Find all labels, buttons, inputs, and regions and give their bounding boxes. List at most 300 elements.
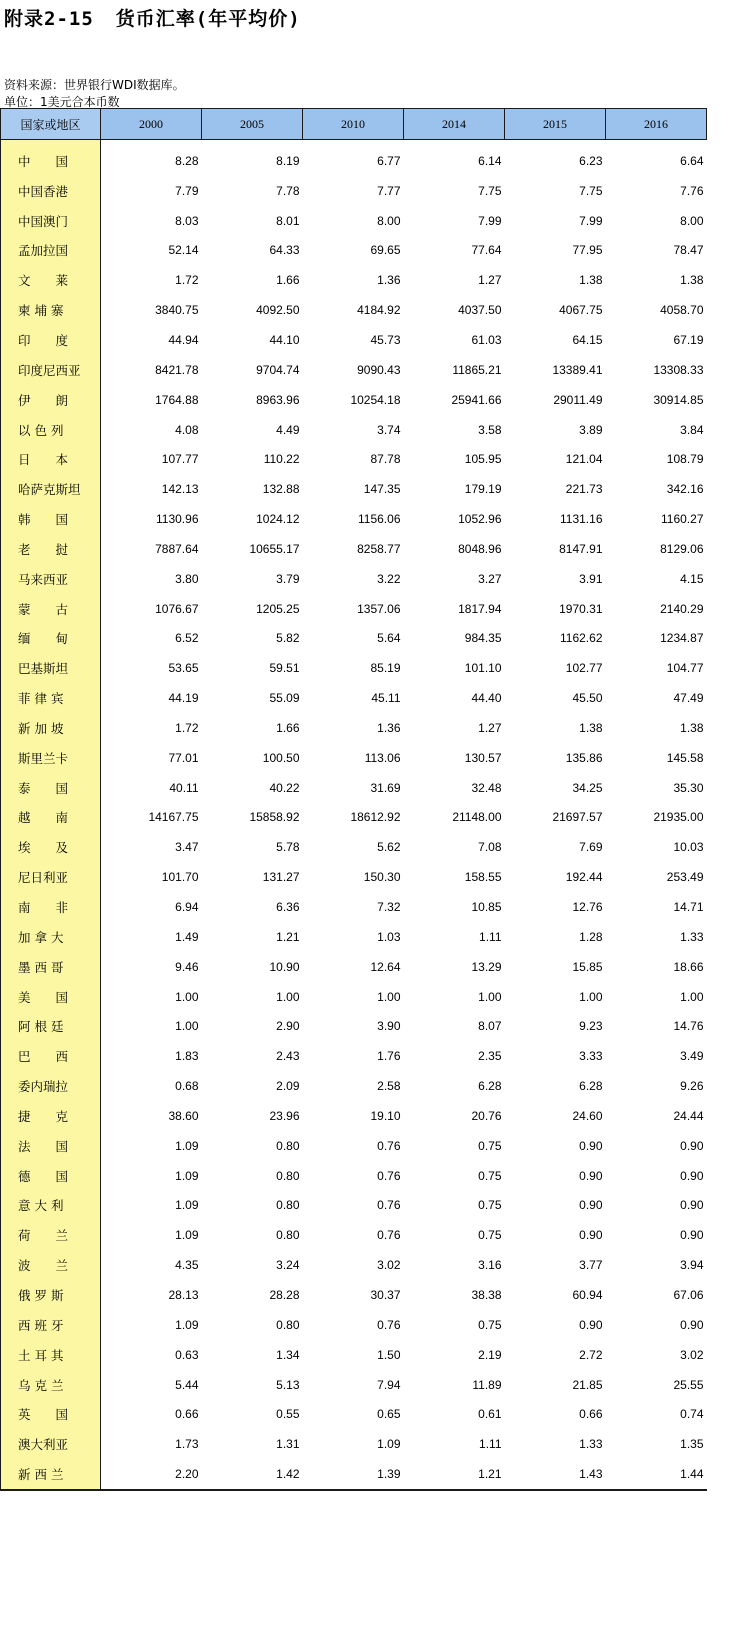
rate-cell: 3.24: [276, 1258, 300, 1273]
rate-cell: 0.80: [276, 1138, 300, 1153]
rate-cell: 8.19: [276, 153, 300, 168]
rate-cell: 0.75: [478, 1198, 502, 1213]
rate-cell: 45.11: [371, 691, 401, 706]
rate-cell: 24.44: [673, 1108, 704, 1123]
rate-cell: 107.77: [161, 452, 199, 467]
rate-cell: 8.07: [478, 1019, 502, 1034]
table-row: [1, 773, 707, 803]
table-row: [1, 564, 707, 594]
rate-cell: 108.79: [666, 452, 704, 467]
rate-cell: 192.44: [565, 870, 603, 885]
rate-cell: 147.35: [363, 482, 401, 497]
rate-cell: 0.90: [680, 1317, 704, 1332]
rate-cell: 20.76: [471, 1108, 502, 1123]
rate-cell: 0.75: [478, 1317, 502, 1332]
rate-cell: 1156.06: [358, 512, 401, 527]
rate-cell: 0.76: [377, 1138, 401, 1153]
rate-cell: 8.00: [377, 213, 401, 228]
table-row: [1, 892, 707, 922]
rate-cell: 28.28: [269, 1287, 300, 1302]
rate-cell: 0.80: [276, 1198, 300, 1213]
country-cell: 文 莱: [1, 265, 101, 295]
table-row: [1, 534, 707, 564]
header-country: 国家或地区: [1, 109, 101, 140]
rate-cell: 0.80: [276, 1168, 300, 1183]
rate-cell: 1.50: [377, 1347, 401, 1362]
rate-cell: 3.58: [478, 422, 502, 437]
rate-cell: 1.72: [175, 273, 199, 288]
rate-cell: 1.09: [377, 1437, 401, 1452]
header-year: 2015: [505, 109, 606, 140]
rate-cell: 1.11: [479, 929, 502, 944]
rate-cell: 131.27: [262, 870, 300, 885]
rate-cell: 2.72: [579, 1347, 603, 1362]
page-title: [4, 4, 301, 31]
rate-cell: 0.55: [276, 1407, 300, 1422]
rate-cell: 8129.06: [660, 541, 704, 556]
rate-cell: 12.64: [370, 959, 401, 974]
rate-cell: 3.02: [377, 1258, 401, 1273]
rate-cell: 4037.50: [458, 303, 502, 318]
rate-cell: 64.33: [269, 243, 300, 258]
rate-cell: 87.78: [370, 452, 401, 467]
rate-cell: 3.91: [579, 571, 603, 586]
rate-cell: 13.29: [471, 959, 502, 974]
rate-cell: 21.85: [572, 1377, 603, 1392]
country-cell: 中国香港: [1, 176, 101, 206]
rate-cell: 104.77: [666, 661, 704, 676]
rate-cell: 8.03: [175, 213, 199, 228]
rate-cell: 0.65: [377, 1407, 401, 1422]
rate-cell: 3.90: [377, 1019, 401, 1034]
rate-cell: 1.73: [175, 1437, 199, 1452]
rate-cell: 1817.94: [458, 601, 502, 616]
rate-cell: 130.57: [464, 750, 502, 765]
rate-cell: 60.94: [572, 1287, 603, 1302]
rate-cell: 15.85: [572, 959, 603, 974]
rate-cell: 13308.33: [653, 362, 704, 377]
rate-cell: 10254.18: [350, 392, 401, 407]
table-row: [1, 1370, 707, 1400]
rate-cell: 64.15: [572, 332, 603, 347]
table-row: [1, 1429, 707, 1459]
rate-cell: 6.52: [175, 631, 199, 646]
country-cell: 德 国: [1, 1161, 101, 1191]
rate-cell: 7.99: [478, 213, 502, 228]
rate-cell: 13389.41: [552, 362, 603, 377]
table-row: [1, 1220, 707, 1250]
rate-cell: 3.74: [377, 422, 401, 437]
rate-cell: 29011.49: [553, 392, 603, 407]
table-row: [1, 803, 707, 833]
rate-cell: 10.85: [471, 900, 502, 915]
rate-cell: 0.76: [377, 1317, 401, 1332]
country-cell: 土 耳 其: [1, 1340, 101, 1370]
table-row: [1, 325, 707, 355]
country-cell: 中 国: [1, 140, 101, 176]
rate-cell: 1.66: [276, 720, 300, 735]
rate-cell: 1.76: [377, 1049, 401, 1064]
rate-cell: 1.49: [175, 929, 199, 944]
rate-cell: 44.94: [168, 332, 199, 347]
rate-cell: 15858.92: [249, 810, 300, 825]
rate-cell: 1.09: [175, 1317, 199, 1332]
rate-cell: 150.30: [363, 870, 401, 885]
rate-cell: 342.16: [666, 482, 704, 497]
rate-cell: 6.23: [579, 153, 603, 168]
country-cell: 哈萨克斯坦: [1, 474, 101, 504]
rate-cell: 7.08: [478, 840, 502, 855]
country-cell: 俄 罗 斯: [1, 1280, 101, 1310]
rate-cell: 5.13: [276, 1377, 300, 1392]
header-year: 2005: [202, 109, 303, 140]
rate-cell: 1.28: [579, 929, 603, 944]
table-row: [1, 385, 707, 415]
rate-cell: 1.09: [175, 1198, 199, 1213]
country-cell: 孟加拉国: [1, 236, 101, 266]
rate-cell: 1.44: [606, 1459, 707, 1490]
rate-cell: 1.39: [303, 1459, 404, 1490]
rate-cell: 18612.92: [350, 810, 401, 825]
table-row: [1, 474, 707, 504]
rate-cell: 7.94: [377, 1377, 401, 1392]
rate-cell: 10.90: [269, 959, 300, 974]
country-cell: 日 本: [1, 444, 101, 474]
rate-cell: 2.19: [478, 1347, 502, 1362]
rate-cell: 0.76: [377, 1198, 401, 1213]
rate-cell: 0.90: [579, 1317, 603, 1332]
rate-cell: 7.75: [579, 183, 603, 198]
table-row: [1, 1250, 707, 1280]
country-cell: 乌 克 兰: [1, 1370, 101, 1400]
rate-cell: 8963.96: [256, 392, 300, 407]
rate-cell: 2.58: [377, 1079, 401, 1094]
rate-cell: 0.74: [680, 1407, 704, 1422]
rate-cell: 3.84: [680, 422, 704, 437]
table-row: [1, 594, 707, 624]
rate-cell: 1.03: [377, 929, 401, 944]
rate-cell: 3.79: [276, 571, 300, 586]
table-row: [1, 1399, 707, 1429]
rate-cell: 1.09: [175, 1138, 199, 1153]
rate-cell: 5.78: [276, 840, 300, 855]
rate-cell: 9.26: [680, 1079, 704, 1094]
rate-cell: 1.33: [680, 929, 704, 944]
rate-cell: 11865.21: [452, 362, 502, 377]
rate-cell: 7.77: [377, 183, 401, 198]
rate-cell: 7887.64: [155, 541, 199, 556]
rate-cell: 102.77: [565, 661, 603, 676]
rate-cell: 8147.91: [559, 541, 603, 556]
country-cell: 波 兰: [1, 1250, 101, 1280]
rate-cell: 1.00: [478, 989, 502, 1004]
rate-cell: 6.94: [175, 900, 199, 915]
rate-cell: 3.80: [175, 571, 199, 586]
rate-cell: 45.50: [572, 691, 603, 706]
rate-cell: 3.77: [579, 1258, 603, 1273]
rate-cell: 0.90: [579, 1228, 603, 1243]
table-row: [1, 1340, 707, 1370]
rate-cell: 67.06: [673, 1287, 704, 1302]
country-cell: 澳大利亚: [1, 1429, 101, 1459]
rate-cell: 1764.88: [155, 392, 199, 407]
rate-cell: 4.15: [680, 571, 704, 586]
country-cell: 印度尼西亚: [1, 355, 101, 385]
table-row: [1, 265, 707, 295]
rate-cell: 1076.67: [155, 601, 199, 616]
country-cell: 西 班 牙: [1, 1310, 101, 1340]
rate-cell: 5.62: [377, 840, 401, 855]
rate-cell: 0.75: [478, 1228, 502, 1243]
rate-cell: 1.38: [680, 720, 704, 735]
rate-cell: 40.22: [269, 780, 300, 795]
rate-cell: 5.44: [175, 1377, 199, 1392]
rate-cell: 25941.66: [451, 392, 502, 407]
table-row: [1, 1101, 707, 1131]
country-cell: 巴 西: [1, 1041, 101, 1071]
country-cell: 以 色 列: [1, 415, 101, 445]
rate-cell: 1205.25: [256, 601, 300, 616]
rate-cell: 8258.77: [357, 541, 401, 556]
rate-cell: 6.14: [478, 153, 502, 168]
rate-cell: 1024.12: [256, 512, 300, 527]
rate-cell: 5.82: [276, 631, 300, 646]
rate-cell: 30914.85: [653, 392, 704, 407]
rate-cell: 2140.29: [660, 601, 704, 616]
country-cell: 越 南: [1, 803, 101, 833]
rate-cell: 0.90: [680, 1228, 704, 1243]
table-row: [1, 415, 707, 445]
rate-cell: 1.00: [680, 989, 704, 1004]
rate-cell: 4067.75: [559, 303, 603, 318]
rate-cell: 8.00: [680, 213, 704, 228]
rate-cell: 24.60: [572, 1108, 603, 1123]
rate-cell: 67.19: [673, 332, 704, 347]
rate-cell: 1.83: [175, 1049, 199, 1064]
exchange-rate-table: [0, 108, 707, 1491]
country-cell: 泰 国: [1, 773, 101, 803]
data-source-note: 资料来源：世界银行WDI数据库。: [4, 78, 185, 92]
country-cell: 捷 克: [1, 1101, 101, 1131]
rate-cell: 1.35: [680, 1437, 704, 1452]
country-cell: 荷 兰: [1, 1220, 101, 1250]
table-row: [1, 1131, 707, 1161]
rate-cell: 61.03: [471, 332, 502, 347]
rate-cell: 8421.78: [155, 362, 199, 377]
country-cell: 柬 埔 寨: [1, 295, 101, 325]
table-row: [1, 1310, 707, 1340]
rate-cell: 0.61: [478, 1407, 502, 1422]
table-row: [1, 982, 707, 1012]
rate-cell: 1.00: [377, 989, 401, 1004]
header-year: 2016: [606, 109, 707, 140]
rate-cell: 23.96: [269, 1108, 300, 1123]
rate-cell: 7.76: [680, 183, 704, 198]
rate-cell: 44.19: [168, 691, 199, 706]
table-row: [1, 355, 707, 385]
rate-cell: 5.64: [377, 631, 401, 646]
header-year: 2010: [303, 109, 404, 140]
country-cell: 新 加 坡: [1, 713, 101, 743]
rate-cell: 44.40: [471, 691, 502, 706]
rate-cell: 0.90: [680, 1198, 704, 1213]
rate-cell: 1052.96: [458, 512, 502, 527]
rate-cell: 179.19: [464, 482, 502, 497]
rate-cell: 221.73: [565, 482, 603, 497]
country-cell: 印 度: [1, 325, 101, 355]
rate-cell: 2.35: [478, 1049, 502, 1064]
table-row: [1, 1011, 707, 1041]
rate-cell: 44.10: [269, 332, 300, 347]
rate-cell: 3.16: [478, 1258, 502, 1273]
rate-cell: 1.38: [680, 273, 704, 288]
country-cell: 蒙 古: [1, 594, 101, 624]
country-cell: 缅 甸: [1, 624, 101, 654]
rate-cell: 78.47: [673, 243, 704, 258]
rate-cell: 8.28: [175, 153, 199, 168]
rate-cell: 21697.57: [552, 810, 603, 825]
rate-cell: 0.80: [276, 1228, 300, 1243]
rate-cell: 1.11: [479, 1437, 502, 1452]
header-year: 2014: [404, 109, 505, 140]
rate-cell: 53.65: [168, 661, 199, 676]
rate-cell: 1.31: [276, 1437, 300, 1452]
rate-cell: 0.63: [175, 1347, 199, 1362]
rate-cell: 18.66: [673, 959, 704, 974]
rate-cell: 4184.92: [357, 303, 401, 318]
rate-cell: 1.09: [175, 1168, 199, 1183]
unit-note: 单位：1美元合本币数: [4, 95, 120, 109]
table-row: [1, 504, 707, 534]
rate-cell: 8.01: [276, 213, 300, 228]
rate-cell: 0.66: [175, 1407, 199, 1422]
rate-cell: 77.01: [168, 750, 199, 765]
country-cell: 法 国: [1, 1131, 101, 1161]
rate-cell: 1.09: [175, 1228, 199, 1243]
table-row: [1, 862, 707, 892]
country-cell: 中国澳门: [1, 206, 101, 236]
rate-cell: 9.46: [175, 959, 199, 974]
rate-cell: 35.30: [673, 780, 704, 795]
country-cell: 马来西亚: [1, 564, 101, 594]
table-row: [1, 624, 707, 654]
rate-cell: 0.76: [377, 1228, 401, 1243]
rate-cell: 158.55: [464, 870, 502, 885]
rate-cell: 14167.75: [148, 810, 199, 825]
rate-cell: 28.13: [168, 1287, 199, 1302]
rate-cell: 1131.16: [560, 512, 603, 527]
rate-cell: 6.64: [680, 153, 704, 168]
rate-cell: 40.11: [169, 780, 199, 795]
country-cell: 老 挝: [1, 534, 101, 564]
rate-cell: 121.04: [565, 452, 603, 467]
rate-cell: 6.36: [276, 900, 300, 915]
country-cell: 意 大 利: [1, 1191, 101, 1221]
rate-cell: 14.71: [673, 900, 704, 915]
rate-cell: 55.09: [269, 691, 300, 706]
rate-cell: 1.34: [276, 1347, 300, 1362]
rate-cell: 4092.50: [256, 303, 300, 318]
rate-cell: 113.06: [364, 750, 401, 765]
rate-cell: 69.65: [370, 243, 401, 258]
table-row: [1, 1071, 707, 1101]
rate-cell: 1.00: [579, 989, 603, 1004]
rate-cell: 1162.62: [560, 631, 603, 646]
table-row: [1, 683, 707, 713]
rate-cell: 3.89: [579, 422, 603, 437]
rate-cell: 0.66: [579, 1407, 603, 1422]
rate-cell: 3.49: [680, 1049, 704, 1064]
rate-cell: 100.50: [262, 750, 300, 765]
country-cell: 伊 朗: [1, 385, 101, 415]
rate-cell: 1.21: [404, 1459, 505, 1490]
table-row: [1, 1191, 707, 1221]
rate-cell: 105.95: [464, 452, 502, 467]
rate-cell: 9704.74: [256, 362, 300, 377]
rate-cell: 7.75: [478, 183, 502, 198]
country-cell: 埃 及: [1, 832, 101, 862]
table-row: [1, 176, 707, 206]
rate-cell: 1.36: [377, 273, 401, 288]
country-cell: 阿 根 廷: [1, 1011, 101, 1041]
rate-cell: 101.10: [464, 661, 502, 676]
rate-cell: 0.80: [276, 1317, 300, 1332]
rate-cell: 3.47: [175, 840, 199, 855]
table-row: [1, 444, 707, 474]
rate-cell: 4.49: [276, 422, 300, 437]
rate-cell: 110.22: [263, 452, 300, 467]
table-row: [1, 236, 707, 266]
rate-cell: 1357.06: [357, 601, 401, 616]
table-row: [1, 952, 707, 982]
rate-cell: 9090.43: [357, 362, 401, 377]
rate-cell: 47.49: [673, 691, 704, 706]
rate-cell: 1.72: [175, 720, 199, 735]
rate-cell: 38.38: [471, 1287, 502, 1302]
rate-cell: 19.10: [370, 1108, 401, 1123]
rate-cell: 0.75: [478, 1168, 502, 1183]
table-row: [1, 140, 707, 176]
rate-cell: 1.27: [478, 720, 502, 735]
rate-cell: 77.64: [471, 243, 502, 258]
rate-cell: 25.55: [673, 1377, 704, 1392]
rate-cell: 38.60: [168, 1108, 199, 1123]
rate-cell: 0.75: [478, 1138, 502, 1153]
table-body: [1, 140, 707, 1490]
rate-cell: 1970.31: [559, 601, 603, 616]
table-row: [1, 295, 707, 325]
rate-cell: 4.35: [175, 1258, 199, 1273]
country-cell: 新 西 兰: [1, 1459, 101, 1490]
rate-cell: 34.25: [572, 780, 603, 795]
rate-cell: 11.89: [472, 1377, 502, 1392]
rate-cell: 32.48: [471, 780, 502, 795]
rate-cell: 1.66: [276, 273, 300, 288]
rate-cell: 4.08: [175, 422, 199, 437]
rate-cell: 132.88: [262, 482, 300, 497]
rate-cell: 7.69: [579, 840, 603, 855]
rate-cell: 0.76: [377, 1168, 401, 1183]
rate-cell: 6.28: [478, 1079, 502, 1094]
rate-cell: 14.76: [673, 1019, 704, 1034]
rate-cell: 1160.27: [661, 512, 704, 527]
rate-cell: 10655.17: [249, 541, 300, 556]
table-row: [1, 1459, 707, 1490]
rate-cell: 59.51: [269, 661, 300, 676]
rate-cell: 9.23: [579, 1019, 603, 1034]
rate-cell: 3.94: [680, 1258, 704, 1273]
table-row: [1, 1280, 707, 1310]
